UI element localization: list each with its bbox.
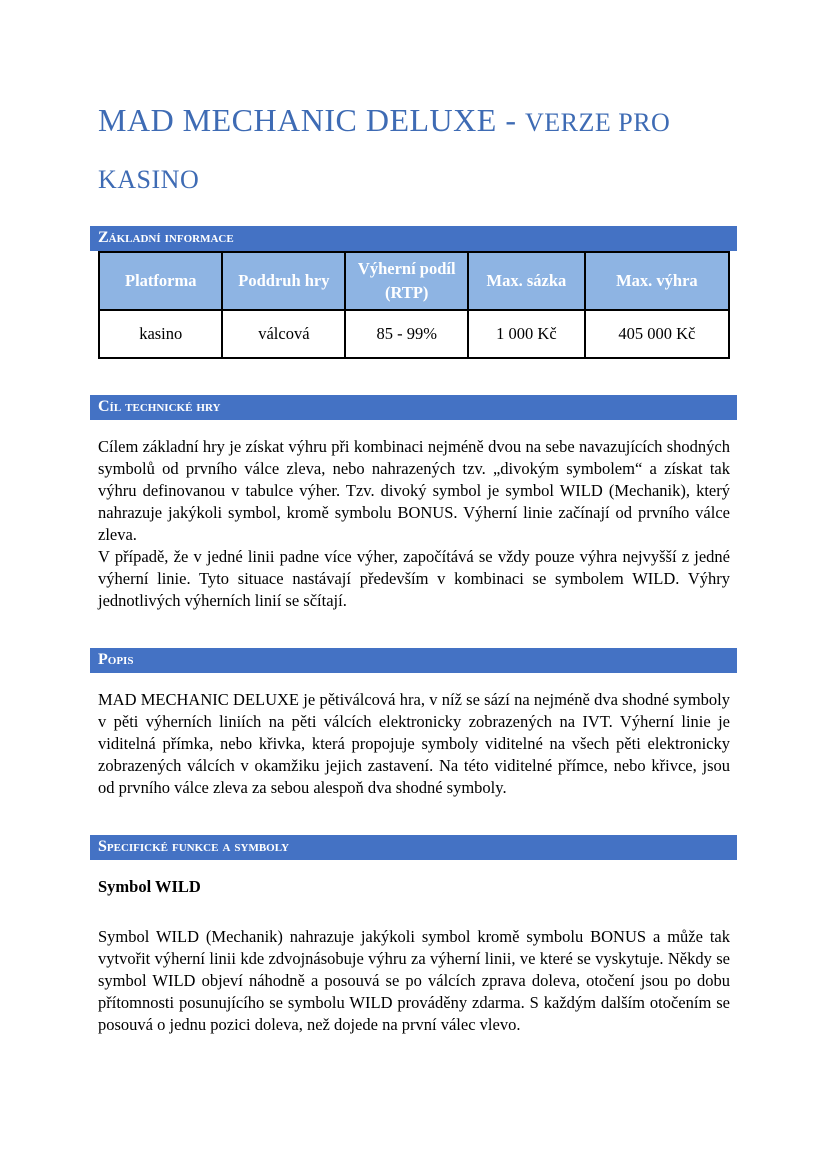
table-row [99, 310, 729, 358]
section-header-specific-functions: Specifické funkce a symboly [90, 835, 737, 860]
table-header-row [99, 252, 729, 310]
table-header-max-sazka: Max. sázka [468, 252, 585, 310]
goal-paragraph-1: Cílem základní hry je získat výhru při kombinaci nejméně dvou na sebe navazujících shodných symbolů od prvního válce zleva, nebo nahrazených tzv. „divokým symbolem“ a získat tak výhru definovanou v tabulce výher. Tzv. divoký symbol je symbol WILD (Mechanik), který nahrazuje jakýkoli symbol, kromě symbolu BONUS. Výherní linie začínají od prvního válce zleva. [98, 437, 730, 544]
section-header-description: Popis [90, 648, 737, 673]
cell-poddruh-hry: válcová [222, 310, 345, 358]
cell-max-sazka: 1 000 Kč [468, 310, 585, 358]
title-main: MAD MECHANIC DELUXE - [98, 102, 525, 138]
cell-max-vyhra: 405 000 Kč [585, 310, 729, 358]
table-header-platforma: Platforma [99, 252, 222, 310]
table-header-poddruh-hry: Poddruh hry [222, 252, 345, 310]
section-header-basic-info: Základní informace [90, 226, 737, 251]
goal-paragraph-2: V případě, že v jedné linii padne více výher, započítává se vždy pouze výhra nejvyšší z jedné výherní linie. Tyto situace nastávají především v kombinaci se symbolem WILD. Výhry jednotlivých výherních linií se sčítají. [98, 547, 730, 610]
symbol-wild-paragraph-1: Symbol WILD (Mechanik) nahrazuje jakýkoli symbol kromě symbolu BONUS a může tak vytvořit výherní linii kde zdvojnásobuje výhru za výherní linii, ve které se vyskytuje. Někdy se symbol WILD objeví náhodně a posouvá se po válcích zprava doleva, otočení jsou po dobu přítomnosti posunujícího se symbolu WILD prováděny zdarma. S každým dalším otočením se posouvá o jednu pozici doleva, než dojede na první válec vlevo. [98, 927, 730, 1034]
description-paragraph-1: MAD MECHANIC DELUXE je pětiválcová hra, v níž se sází na nejméně dva shodné symboly v pěti výherních liniích na pěti válcích elektronicky zobrazených na IVT. Výherní linie je viditelná přímka, nebo křivka, která propojuje symboly viditelné na všech pěti elektronicky zobrazených válcích v okamžiku jejich zastavení. Na této viditelné přímce, nebo křivce, jsou od prvního válce zleva za sebou alespoň dva shodné symboly. [98, 690, 730, 797]
basic-info-table [98, 251, 730, 359]
symbol-wild-subheading: Symbol WILD [98, 877, 201, 896]
document-title [98, 93, 730, 207]
section-header-goal: Cíl technické hry [90, 395, 737, 420]
title-subtitle: VERZE PRO KASINO [98, 108, 671, 194]
table-header-vyherni-podil: Výherní podíl (RTP) [345, 252, 468, 310]
cell-platforma: kasino [99, 310, 222, 358]
table-header-max-vyhra: Max. výhra [585, 252, 729, 310]
cell-vyherni-podil: 85 - 99% [345, 310, 468, 358]
